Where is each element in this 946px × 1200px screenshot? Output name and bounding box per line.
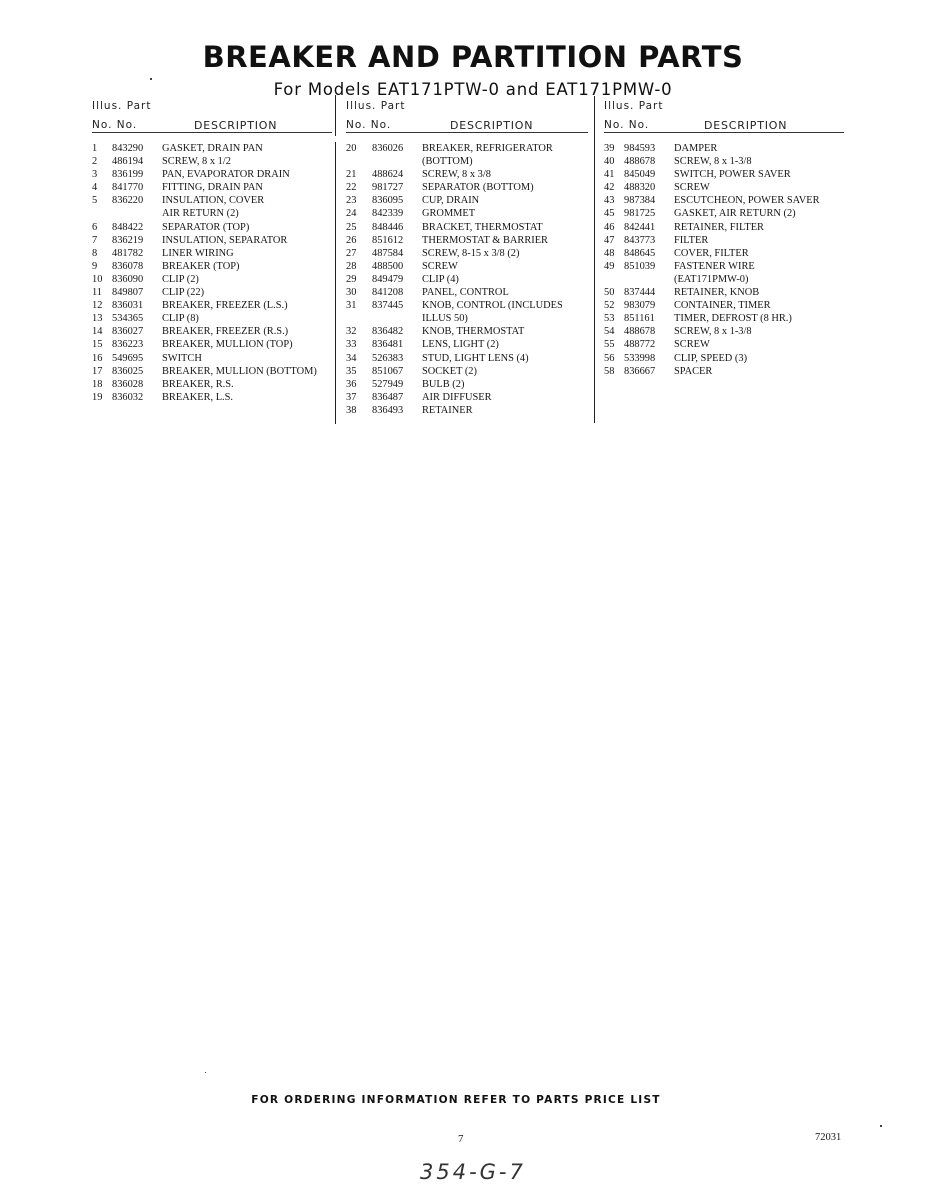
header-rule [92, 132, 332, 133]
part-number: 486194 [112, 156, 144, 168]
parts-row [346, 142, 588, 155]
part-number: 987384 [624, 195, 656, 207]
part-number: 836031 [112, 300, 144, 312]
part-description: BREAKER, REFRIGERATOR [422, 143, 553, 154]
parts-row [92, 365, 332, 378]
illus-number: 28 [346, 260, 357, 272]
parts-row [604, 299, 844, 312]
illus-number: 56 [604, 352, 615, 364]
illus-number [604, 273, 624, 286]
part-description: SOCKET (2) [422, 365, 477, 377]
parts-row [92, 221, 332, 234]
part-number: 983079 [624, 300, 656, 312]
parts-row [346, 247, 588, 260]
part-number: 488320 [624, 182, 656, 194]
part-description: LENS, LIGHT (2) [422, 339, 499, 351]
part-description: PANEL, CONTROL [422, 287, 509, 299]
part-description: PAN, EVAPORATOR DRAIN [162, 169, 290, 181]
parts-row [92, 299, 332, 312]
part-description: KNOB, THERMOSTAT [422, 326, 525, 338]
illus-number: 10 [92, 273, 103, 285]
part-description: CLIP (4) [422, 273, 459, 285]
part-number: 488678 [624, 326, 656, 338]
parts-row [346, 181, 588, 194]
parts-row [92, 325, 332, 338]
parts-row [92, 391, 332, 404]
part-number: 843290 [112, 143, 144, 154]
part-description: ESCUTCHEON, POWER SAVER [674, 195, 820, 207]
part-description: SCREW [422, 260, 458, 272]
part-description: COVER, FILTER [674, 247, 749, 259]
part-description: STUD, LIGHT LENS (4) [422, 352, 529, 364]
part-description: AIR DIFFUSER [422, 391, 492, 403]
document-code: 72031 [815, 1132, 842, 1143]
illus-number: 25 [346, 221, 357, 233]
illus-number: 35 [346, 365, 357, 377]
part-number: 848645 [624, 247, 656, 259]
illus-number: 2 [92, 156, 98, 168]
parts-row [604, 168, 844, 181]
parts-row [346, 273, 588, 286]
illus-number: 1 [92, 143, 98, 154]
illus-number: 42 [604, 182, 615, 194]
part-description: CLIP, SPEED (3) [674, 352, 748, 364]
illus-number: 22 [346, 182, 357, 194]
part-number: 851612 [372, 234, 404, 246]
illus-number: 52 [604, 300, 615, 312]
part-number: 836482 [372, 326, 404, 338]
column-divider [335, 142, 336, 424]
parts-row [346, 312, 588, 325]
part-description: CLIP (22) [162, 287, 205, 299]
parts-row [346, 221, 588, 234]
illus-number: 6 [92, 221, 98, 233]
illus-number [346, 312, 372, 325]
illus-number: 45 [604, 208, 615, 220]
illus-number: 18 [92, 378, 103, 390]
parts-row [346, 260, 588, 273]
part-number: 981727 [372, 182, 404, 194]
parts-row [92, 286, 332, 299]
parts-row [604, 312, 844, 325]
part-description: FILTER [674, 234, 709, 246]
part-number [112, 207, 162, 220]
part-description: SCREW, 8 x 1-3/8 [674, 156, 752, 168]
part-number: 836090 [112, 273, 144, 285]
parts-row [604, 207, 844, 220]
scan-speck [880, 1125, 882, 1127]
part-number: 841770 [112, 182, 144, 194]
parts-row [92, 194, 332, 207]
parts-row [346, 325, 588, 338]
parts-row [604, 338, 844, 351]
illus-number: 23 [346, 195, 357, 207]
part-description: LINER WIRING [162, 247, 234, 259]
parts-row [346, 378, 588, 391]
part-number: 549695 [112, 352, 144, 364]
parts-table [92, 142, 332, 404]
part-number: 488678 [624, 156, 656, 168]
parts-row [604, 352, 844, 365]
page-subtitle: For Models EAT171PTW-0 and EAT171PMW-0 [273, 80, 673, 99]
part-number: 487584 [372, 247, 404, 259]
parts-column-3 [604, 100, 844, 378]
part-description: SWITCH [162, 352, 202, 364]
part-number [624, 273, 674, 286]
part-description: CONTAINER, TIMER [674, 300, 771, 312]
illus-number [346, 155, 372, 168]
header-no-no: No. No. [604, 119, 650, 131]
part-description: FITTING, DRAIN PAN [162, 182, 263, 194]
part-number: 527949 [372, 378, 404, 390]
part-number: 836199 [112, 169, 144, 181]
illus-number: 21 [346, 169, 357, 181]
part-description: CLIP (2) [162, 273, 199, 285]
header-description: DESCRIPTION [450, 119, 534, 132]
parts-column-2 [346, 100, 588, 417]
parts-table [604, 142, 844, 378]
part-description: SCREW, 8 x 3/8 [422, 169, 491, 181]
handwritten-note: 354-G-7 [420, 1160, 526, 1184]
parts-row [346, 286, 588, 299]
part-description: KNOB, CONTROL (INCLUDES [422, 300, 563, 312]
parts-row [346, 234, 588, 247]
header-description: DESCRIPTION [194, 119, 278, 132]
part-description: (EAT171PMW-0) [674, 273, 749, 285]
parts-row [346, 155, 588, 168]
parts-row [92, 207, 332, 220]
illus-number: 26 [346, 234, 357, 246]
parts-row [604, 260, 844, 273]
illus-number: 13 [92, 313, 103, 325]
part-description: SPACER [674, 365, 713, 377]
parts-row [604, 325, 844, 338]
part-number: 526383 [372, 352, 404, 364]
column-divider [594, 96, 595, 423]
part-description: SCREW [674, 182, 710, 194]
parts-row [604, 365, 844, 378]
part-number: 836032 [112, 391, 144, 403]
part-description: (BOTTOM) [422, 156, 473, 168]
part-number: 488772 [624, 339, 656, 351]
illus-number: 39 [604, 143, 615, 154]
part-number: 836095 [372, 195, 404, 207]
part-number: 836493 [372, 404, 404, 416]
part-number: 849807 [112, 287, 144, 299]
illus-number: 36 [346, 378, 357, 390]
part-description: CLIP (8) [162, 313, 199, 325]
scan-speck [205, 1072, 206, 1073]
column-divider [335, 95, 336, 136]
part-number: 843773 [624, 234, 656, 246]
illus-number: 11 [92, 287, 103, 299]
parts-row [92, 378, 332, 391]
part-number: 488624 [372, 169, 404, 181]
part-number: 848446 [372, 221, 404, 233]
parts-row [604, 234, 844, 247]
illus-number: 50 [604, 287, 615, 299]
illus-number: 38 [346, 404, 357, 416]
header-rule [604, 132, 844, 133]
illus-number: 19 [92, 391, 103, 403]
part-description: SCREW, 8 x 1/2 [162, 156, 231, 168]
header-rule [346, 132, 588, 133]
part-number: 984593 [624, 143, 656, 154]
parts-row [92, 155, 332, 168]
illus-number: 3 [92, 169, 98, 181]
part-description: RETAINER, KNOB [674, 287, 760, 299]
parts-row [604, 155, 844, 168]
parts-row [92, 273, 332, 286]
parts-row [346, 207, 588, 220]
part-description: GASKET, AIR RETURN (2) [674, 208, 796, 220]
part-description: GROMMET [422, 208, 476, 220]
parts-row [346, 299, 588, 312]
part-description: BRACKET, THERMOSTAT [422, 221, 543, 233]
ordering-footer: FOR ORDERING INFORMATION REFER TO PARTS PRICE LIST [251, 1094, 661, 1106]
part-description: SCREW, 8 x 1-3/8 [674, 326, 752, 338]
illus-number [92, 207, 112, 220]
illus-number: 54 [604, 326, 615, 338]
header-illus-part: Illus. Part [92, 100, 152, 112]
illus-number: 46 [604, 221, 615, 233]
part-description: SWITCH, POWER SAVER [674, 169, 791, 181]
part-description: TIMER, DEFROST (8 HR.) [674, 313, 792, 325]
illus-number: 7 [92, 234, 98, 246]
illus-number: 4 [92, 182, 98, 194]
part-description: BREAKER, R.S. [162, 378, 234, 390]
illus-number: 14 [92, 326, 103, 338]
header-no-no: No. No. [346, 119, 392, 131]
illus-number: 48 [604, 247, 615, 259]
part-number: 837444 [624, 287, 656, 299]
illus-number: 9 [92, 260, 98, 272]
part-number: 842339 [372, 208, 404, 220]
parts-row [346, 194, 588, 207]
illus-number: 5 [92, 195, 98, 207]
illus-number: 47 [604, 234, 615, 246]
part-description: SEPARATOR (BOTTOM) [422, 182, 534, 194]
header-description: DESCRIPTION [704, 119, 788, 132]
column-header [92, 100, 332, 133]
part-description: ILLUS 50) [422, 313, 468, 325]
illus-number: 29 [346, 273, 357, 285]
part-number: 836027 [112, 326, 144, 338]
parts-row [346, 338, 588, 351]
part-number: 488500 [372, 260, 404, 272]
part-description: BREAKER, FREEZER (R.S.) [162, 326, 289, 338]
parts-row [604, 194, 844, 207]
parts-row [604, 142, 844, 155]
parts-row [92, 247, 332, 260]
part-description: GASKET, DRAIN PAN [162, 143, 263, 154]
part-description: THERMOSTAT & BARRIER [422, 234, 548, 246]
page-title: BREAKER AND PARTITION PARTS [202, 40, 744, 74]
part-number: 481782 [112, 247, 144, 259]
part-number: 836220 [112, 195, 144, 207]
part-description: CUP, DRAIN [422, 195, 480, 207]
part-number: 848422 [112, 221, 144, 233]
part-number: 837445 [372, 300, 404, 312]
illus-number: 34 [346, 352, 357, 364]
illus-number: 27 [346, 247, 357, 259]
part-number [372, 155, 422, 168]
parts-row [92, 142, 332, 155]
part-description: SCREW, 8-15 x 3/8 (2) [422, 247, 520, 259]
part-description: BREAKER, MULLION (BOTTOM) [162, 365, 317, 377]
page-number: 7 [458, 1133, 464, 1145]
illus-number: 55 [604, 339, 615, 351]
part-number: 981725 [624, 208, 656, 220]
illus-number: 12 [92, 300, 103, 312]
column-header [346, 100, 588, 133]
scan-speck [150, 78, 152, 80]
illus-number: 24 [346, 208, 357, 220]
illus-number: 30 [346, 287, 357, 299]
part-number: 851039 [624, 260, 656, 272]
part-number: 851161 [624, 313, 655, 325]
part-number: 836219 [112, 234, 144, 246]
part-description: BREAKER, L.S. [162, 391, 234, 403]
part-description: BULB (2) [422, 378, 465, 390]
parts-row [604, 247, 844, 260]
part-number: 836028 [112, 378, 144, 390]
illus-number: 33 [346, 339, 357, 351]
header-illus-part: Illus. Part [604, 100, 664, 112]
parts-row [604, 273, 844, 286]
parts-row [604, 181, 844, 194]
parts-row [92, 312, 332, 325]
part-number [372, 312, 422, 325]
part-description: BREAKER, FREEZER (L.S.) [162, 300, 288, 312]
parts-column-1 [92, 100, 332, 404]
parts-table [346, 142, 588, 417]
part-number: 836667 [624, 365, 656, 377]
illus-number: 20 [346, 143, 357, 154]
part-number: 841208 [372, 287, 404, 299]
part-description: RETAINER, FILTER [674, 221, 764, 233]
part-number: 836078 [112, 260, 144, 272]
illus-number: 37 [346, 391, 357, 403]
part-description: INSULATION, SEPARATOR [162, 234, 288, 246]
illus-number: 15 [92, 339, 103, 351]
parts-row [346, 391, 588, 404]
parts-row [92, 168, 332, 181]
parts-row [92, 338, 332, 351]
illus-number: 49 [604, 260, 615, 272]
illus-number: 43 [604, 195, 615, 207]
part-number: 845049 [624, 169, 656, 181]
parts-row [604, 286, 844, 299]
part-description: SCREW [674, 339, 710, 351]
parts-row [92, 352, 332, 365]
illus-number: 58 [604, 365, 615, 377]
parts-row [604, 221, 844, 234]
parts-row [346, 168, 588, 181]
parts-row [92, 260, 332, 273]
part-number: 851067 [372, 365, 404, 377]
part-description: DAMPER [674, 143, 718, 154]
header-illus-part: Illus. Part [346, 100, 406, 112]
part-description: BREAKER (TOP) [162, 260, 240, 272]
part-description: INSULATION, COVER [162, 195, 265, 207]
part-number: 842441 [624, 221, 656, 233]
part-description: SEPARATOR (TOP) [162, 221, 250, 233]
parts-row [92, 234, 332, 247]
part-description: AIR RETURN (2) [162, 208, 239, 220]
illus-number: 16 [92, 352, 103, 364]
illus-number: 41 [604, 169, 615, 181]
parts-row [346, 404, 588, 417]
part-number: 534365 [112, 313, 144, 325]
illus-number: 53 [604, 313, 615, 325]
parts-row [346, 352, 588, 365]
header-no-no: No. No. [92, 119, 138, 131]
part-number: 836025 [112, 365, 144, 377]
illus-number: 32 [346, 326, 357, 338]
part-description: RETAINER [422, 404, 473, 416]
part-number: 849479 [372, 273, 404, 285]
part-number: 533998 [624, 352, 656, 364]
illus-number: 17 [92, 365, 103, 377]
illus-number: 8 [92, 247, 98, 259]
illus-number: 31 [346, 300, 357, 312]
part-number: 836223 [112, 339, 144, 351]
part-number: 836487 [372, 391, 404, 403]
part-number: 836026 [372, 143, 404, 154]
column-header [604, 100, 844, 133]
part-number: 836481 [372, 339, 404, 351]
part-description: BREAKER, MULLION (TOP) [162, 339, 293, 351]
illus-number: 40 [604, 156, 615, 168]
parts-row [92, 181, 332, 194]
parts-row [346, 365, 588, 378]
part-description: FASTENER WIRE [674, 260, 755, 272]
